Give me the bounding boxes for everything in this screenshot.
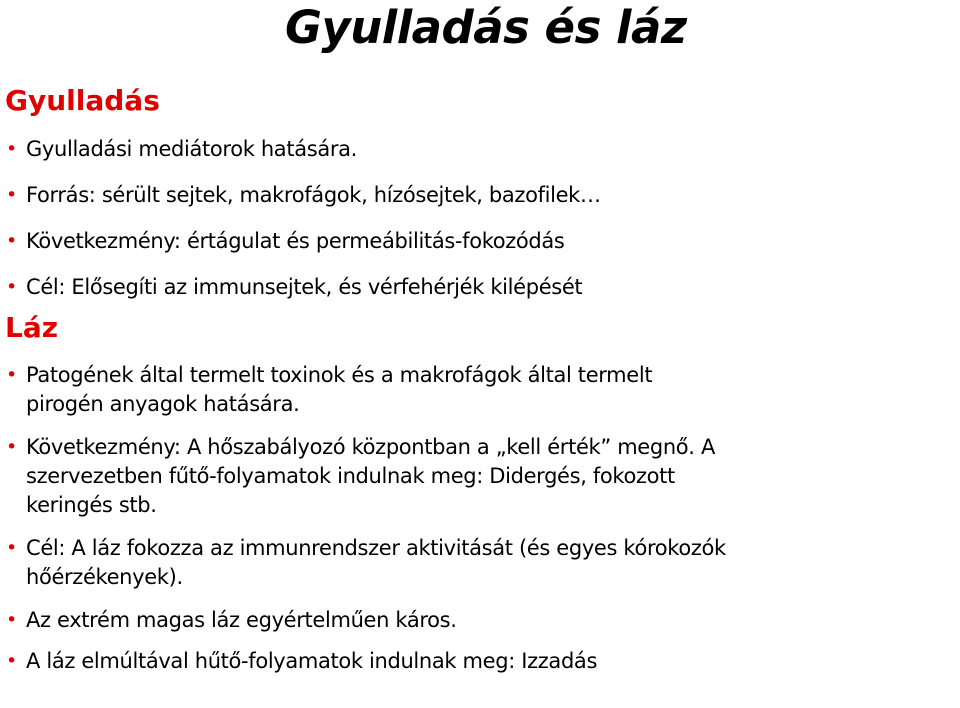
list-item: [0, 227, 960, 256]
list-item: [0, 181, 960, 210]
list-item: [0, 273, 960, 302]
bullet-icon: •: [6, 609, 17, 631]
list-item-text: Gyulladási mediátorok hatására.: [26, 137, 357, 161]
slide-title: Gyulladás és láz: [285, 1, 687, 54]
bullet-icon: •: [6, 436, 17, 458]
bullet-icon: •: [6, 537, 17, 559]
bullet-icon: •: [6, 276, 17, 298]
list-item: [0, 361, 960, 419]
laz-bullet-list: [0, 361, 960, 676]
list-item-text: Következmény: A hőszabályozó központban a „kell érték” megnő. A: [26, 435, 715, 459]
list-item-text: Forrás: sérült sejtek, makrofágok, hízósejtek, bazofilek…: [26, 183, 601, 207]
list-item-text: Cél: A láz fokozza az immunrendszer aktivitását (és egyes kórokozók: [26, 536, 726, 560]
list-item: [0, 647, 960, 676]
list-item-text: Patogének által termelt toxinok és a makrofágok által termelt: [26, 363, 653, 387]
list-item: [0, 135, 960, 164]
list-item-text: Cél: Elősegíti az immunsejtek, és vérfehérjék kilépését: [26, 275, 583, 299]
bullet-icon: •: [6, 364, 17, 386]
list-item-text: A láz elmúltával hűtő-folyamatok indulnak meg: Izzadás: [26, 649, 598, 673]
list-item-text: Következmény: értágulat és permeábilitás-fokozódás: [26, 229, 565, 253]
section-heading-laz: Láz: [5, 311, 59, 344]
bullet-icon: •: [6, 138, 17, 160]
list-item-text-continued: szervezetben fűtő-folyamatok indulnak meg: Didergés, fokozott: [26, 464, 675, 488]
list-item: [0, 534, 960, 592]
list-item: [0, 433, 960, 520]
list-item-text-continued: keringés stb.: [26, 493, 157, 517]
list-item: [0, 606, 960, 635]
bullet-icon: •: [6, 230, 17, 252]
list-item-text: Az extrém magas láz egyértelműen káros.: [26, 608, 457, 632]
bullet-icon: •: [6, 650, 17, 672]
section-heading-gyulladas: Gyulladás: [5, 84, 160, 117]
list-item-text-continued: pirogén anyagok hatására.: [26, 392, 300, 416]
list-item-text-continued: hőérzékenyek).: [26, 565, 183, 589]
gyulladas-bullet-list: [0, 135, 960, 302]
bullet-icon: •: [6, 184, 17, 206]
